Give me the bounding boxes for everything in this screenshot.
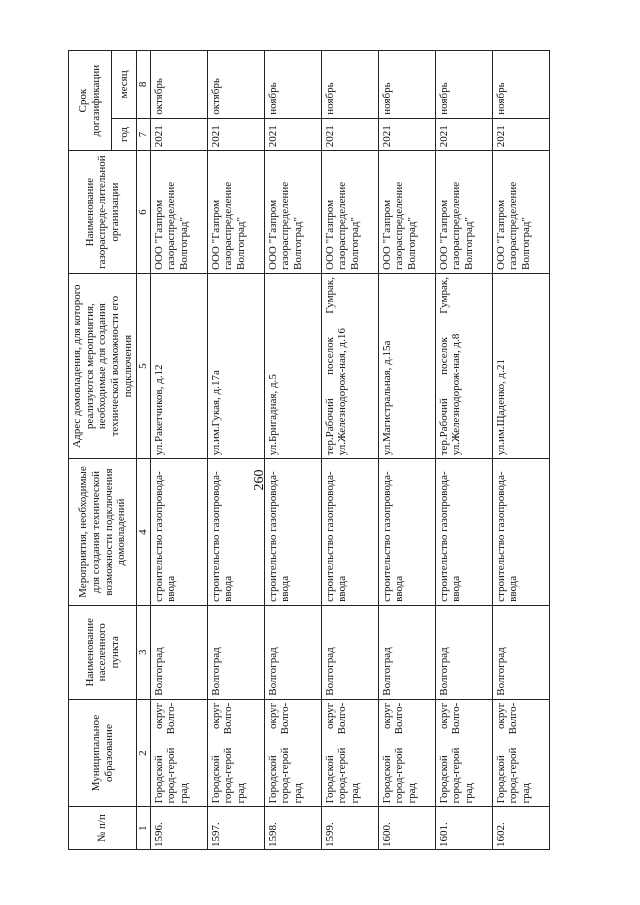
column-number: 1: [137, 807, 151, 850]
table-row: [492, 51, 549, 850]
settlement-cell: Волгоград: [207, 605, 264, 699]
table-row: [321, 51, 378, 850]
header-municipality: Муниципальное образование: [69, 699, 137, 807]
row-number: 1597.: [207, 807, 264, 850]
address-cell: ул.им.Щаденко, д.21: [492, 273, 549, 458]
month-cell: ноябрь: [492, 51, 549, 119]
municipality-cell: Городской округ город-герой Волго-град: [435, 699, 492, 807]
header-year: год: [112, 118, 137, 151]
address-cell: ул.Ракетчиков, д.12: [150, 273, 207, 458]
table-row: [435, 51, 492, 850]
gas-org-cell: ООО "Газпром газораспределение Волгоград": [150, 151, 207, 274]
gasification-table: [68, 50, 550, 850]
settlement-cell: Волгоград: [321, 605, 378, 699]
column-number: 6: [137, 151, 151, 274]
year-cell: 2021: [321, 118, 378, 151]
address-cell: тер.Рабочий поселок Гумрак, ул.Железнодорож-ная, д.16: [321, 273, 378, 458]
column-number: 5: [137, 273, 151, 458]
header-measures: Мероприятия, необходимые для создания технической возможности подключения домовладений: [69, 459, 137, 606]
row-number: 1596.: [150, 807, 207, 850]
column-number: 8: [137, 51, 151, 119]
year-cell: 2021: [150, 118, 207, 151]
row-number: 1599.: [321, 807, 378, 850]
settlement-cell: Волгоград: [264, 605, 321, 699]
gas-org-cell: ООО "Газпром газораспределение Волгоград": [321, 151, 378, 274]
row-number: 1601.: [435, 807, 492, 850]
table-row: [207, 51, 264, 850]
table-row: [378, 51, 435, 850]
month-cell: ноябрь: [321, 51, 378, 119]
municipality-cell: Городской округ город-герой Волго-град: [207, 699, 264, 807]
year-cell: 2021: [492, 118, 549, 151]
gas-org-cell: ООО "Газпром газораспределение Волгоград": [207, 151, 264, 274]
column-number: 4: [137, 459, 151, 606]
measures-cell: строительство газопровода-ввода: [321, 459, 378, 606]
column-number: 2: [137, 699, 151, 807]
municipality-cell: Городской округ город-герой Волго-град: [321, 699, 378, 807]
month-cell: октябрь: [150, 51, 207, 119]
row-number: 1600.: [378, 807, 435, 850]
row-number: 1598.: [264, 807, 321, 850]
gas-org-cell: ООО "Газпром газораспределение Волгоград": [378, 151, 435, 274]
header-deadline: Срок догазификации: [69, 51, 112, 151]
municipality-cell: Городской округ город-герой Волго-град: [492, 699, 549, 807]
settlement-cell: Волгоград: [492, 605, 549, 699]
header-month: месяц: [112, 51, 137, 119]
gas-org-cell: ООО "Газпром газораспределение Волгоград": [435, 151, 492, 274]
year-cell: 2021: [207, 118, 264, 151]
gas-org-cell: ООО "Газпром газораспределение Волгоград": [492, 151, 549, 274]
month-cell: ноябрь: [435, 51, 492, 119]
settlement-cell: Волгоград: [150, 605, 207, 699]
address-cell: тер.Рабочий поселок Гумрак, ул.Железнодорож-ная, д.8: [435, 273, 492, 458]
settlement-cell: Волгоград: [435, 605, 492, 699]
year-cell: 2021: [264, 118, 321, 151]
measures-cell: строительство газопровода-ввода: [378, 459, 435, 606]
header-row: [69, 51, 112, 850]
header-address: Адрес домовладения, для которого реализуются мероприятия, необходимые для создания технической возможности его подключения: [69, 273, 137, 458]
month-cell: октябрь: [207, 51, 264, 119]
column-number: 3: [137, 605, 151, 699]
measures-cell: строительство газопровода-ввода: [207, 459, 264, 606]
row-number: 1602.: [492, 807, 549, 850]
municipality-cell: Городской округ город-герой Волго-град: [264, 699, 321, 807]
municipality-cell: Городской округ город-герой Волго-град: [378, 699, 435, 807]
rotated-table-container: [68, 50, 533, 850]
measures-cell: строительство газопровода-ввода: [150, 459, 207, 606]
address-cell: ул.им.Гукая, д.17а: [207, 273, 264, 458]
address-cell: ул.Бригадная, д.5: [264, 273, 321, 458]
municipality-cell: Городской округ город-герой Волго-град: [150, 699, 207, 807]
measures-cell: строительство газопровода-ввода: [435, 459, 492, 606]
page-number: 260: [252, 469, 267, 491]
month-cell: ноябрь: [264, 51, 321, 119]
measures-cell: строительство газопровода-ввода: [264, 459, 321, 606]
gas-org-cell: ООО "Газпром газораспределение Волгоград": [264, 151, 321, 274]
year-cell: 2021: [435, 118, 492, 151]
header-settlement: Наименование населенного пункта: [69, 605, 137, 699]
measures-cell: строительство газопровода-ввода: [492, 459, 549, 606]
column-number: 7: [137, 118, 151, 151]
address-cell: ул.Магистральная, д.15а: [378, 273, 435, 458]
header-no: № п/п: [69, 807, 137, 850]
column-number-row: [137, 51, 151, 850]
month-cell: ноябрь: [378, 51, 435, 119]
year-cell: 2021: [378, 118, 435, 151]
settlement-cell: Волгоград: [378, 605, 435, 699]
table-row: [150, 51, 207, 850]
table-row: [264, 51, 321, 850]
header-gas-org: Наименование газораспреде-лительной организации: [69, 151, 137, 274]
